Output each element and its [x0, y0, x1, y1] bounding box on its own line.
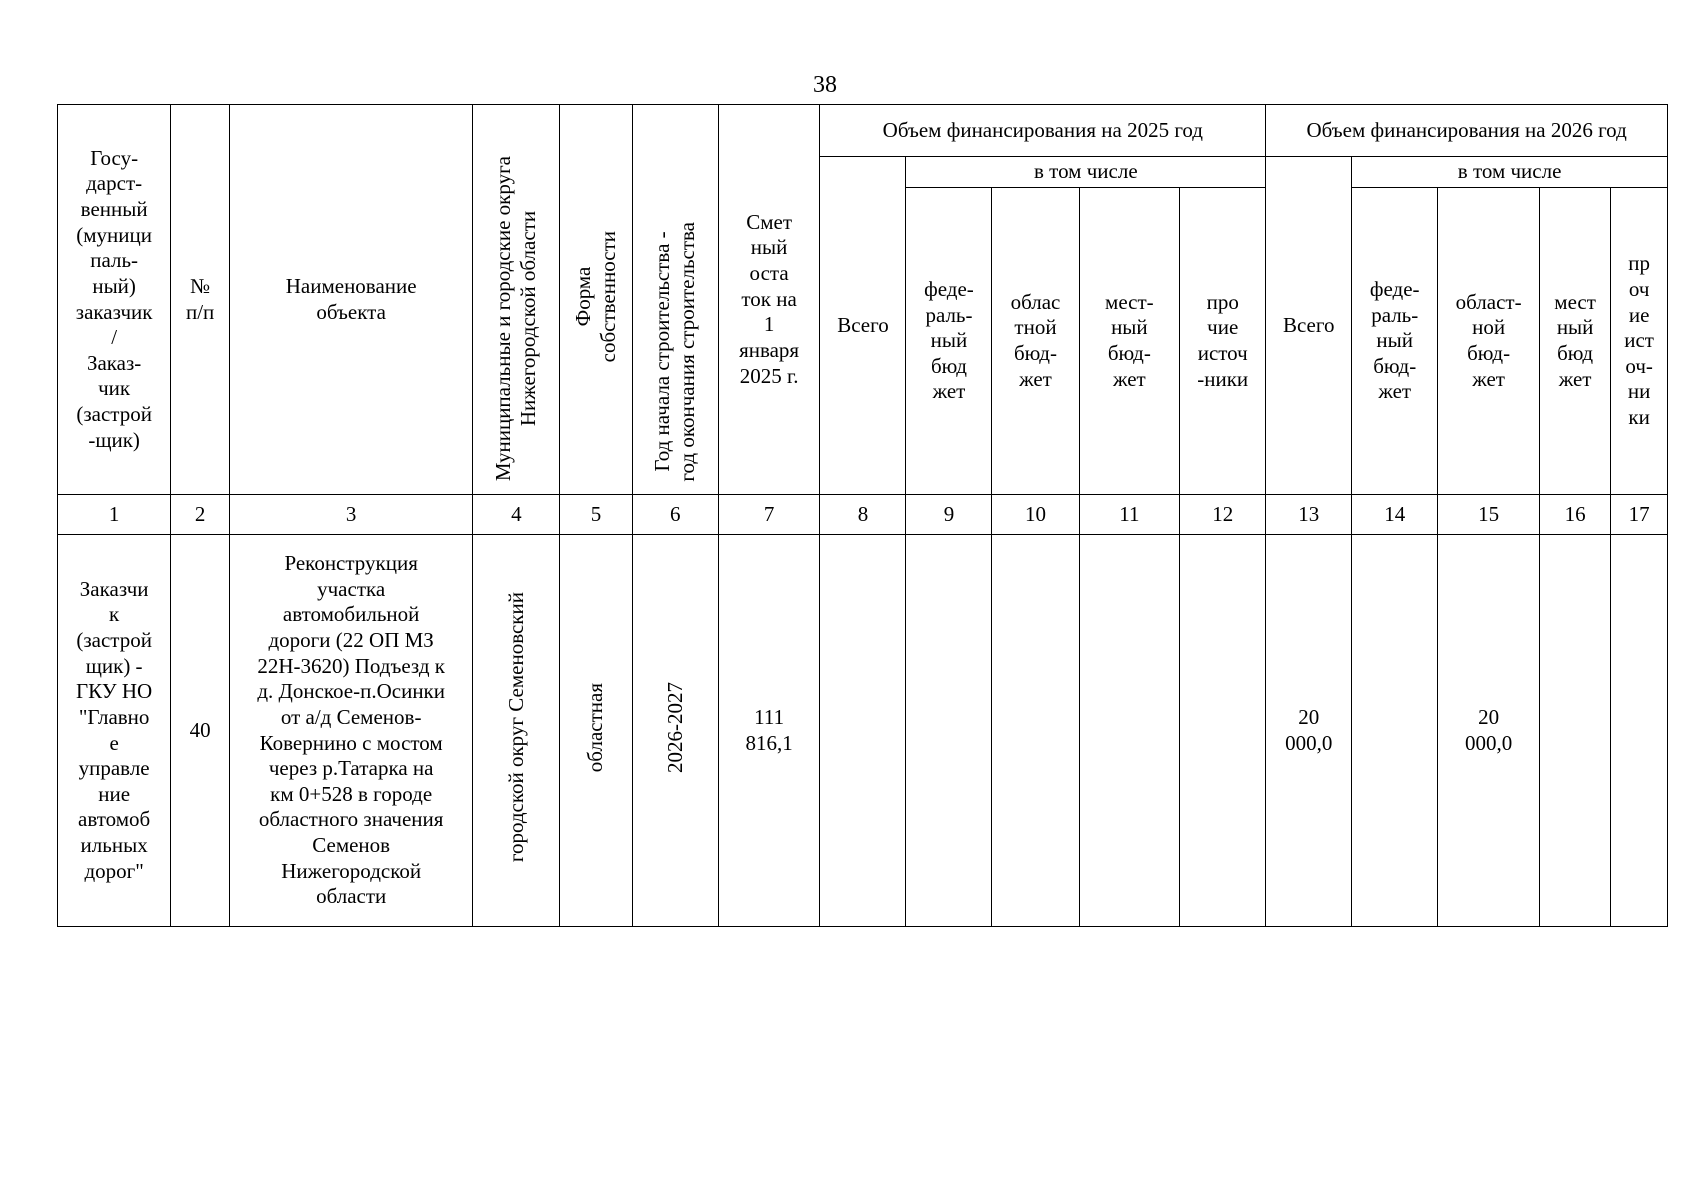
column-number: 6	[632, 495, 718, 535]
page-number: 38	[813, 72, 837, 98]
cell-ownership: областная	[560, 535, 632, 927]
header-financing-2025: Объем финансирования на 2025 год	[820, 105, 1266, 157]
header-local-2026: мест ный бюд жет	[1539, 188, 1610, 495]
cell-local-2026	[1539, 535, 1610, 927]
header-other-2026: пр оч ие ист оч- ни ки	[1611, 188, 1668, 495]
cell-customer: Заказчи к (застрой щик) - ГКУ НО "Главно е управле ние автомоб ильных дорог"	[58, 535, 171, 927]
header-regional-2026: област- ной бюд- жет	[1438, 188, 1540, 495]
column-number: 9	[906, 495, 992, 535]
column-number: 16	[1539, 495, 1610, 535]
cell-federal-2025	[906, 535, 992, 927]
cell-total-2026: 20 000,0	[1266, 535, 1352, 927]
header-including-2025: в том числе	[906, 157, 1266, 188]
header-local-2025: мест- ный бюд- жет	[1079, 188, 1180, 495]
header-row-top	[58, 105, 1668, 157]
column-number: 3	[230, 495, 473, 535]
cell-balance: 111 816,1	[718, 535, 820, 927]
column-number: 13	[1266, 495, 1352, 535]
column-number: 2	[171, 495, 230, 535]
column-number: 5	[560, 495, 632, 535]
cell-years: 2026-2027	[632, 535, 718, 927]
header-customer: Госу- дарст- венный (муници паль- ный) заказчик / Заказ- чик (застрой -щик)	[58, 105, 171, 495]
header-regional-2025: облас тной бюд- жет	[992, 188, 1079, 495]
cell-object-name: Реконструкция участка автомобильной дороги (22 ОП МЗ 22Н-3620) Подъезд к д. Донское-п.Осинки от а/д Семенов- Ковернино с мостом через р.Татарка на км 0+528 в городе областного значения Семенов Нижегородской области	[230, 535, 473, 927]
cell-municipality: городской округ Семеновский	[473, 535, 560, 927]
column-number: 1	[58, 495, 171, 535]
cell-number: 40	[171, 535, 230, 927]
column-number: 10	[992, 495, 1079, 535]
cell-other-2026	[1611, 535, 1668, 927]
header-years: Год начала строительства - год окончания строительства	[632, 105, 718, 495]
header-total-2025: Всего	[820, 157, 906, 495]
header-ownership: Форма собственности	[560, 105, 632, 495]
cell-regional-2026: 20 000,0	[1438, 535, 1540, 927]
header-federal-2025: феде- раль- ный бюд жет	[906, 188, 992, 495]
table-row	[58, 535, 1668, 927]
cell-federal-2026	[1352, 535, 1438, 927]
header-municipality: Муниципальные и городские округа Нижегородской области	[473, 105, 560, 495]
header-total-2026: Всего	[1266, 157, 1352, 495]
cell-other-2025	[1180, 535, 1266, 927]
column-number: 4	[473, 495, 560, 535]
column-number: 15	[1438, 495, 1540, 535]
header-object-name: Наименование объекта	[230, 105, 473, 495]
cell-regional-2025	[992, 535, 1079, 927]
header-balance: Смет ный оста ток на 1 января 2025 г.	[718, 105, 820, 495]
header-federal-2026: феде- раль- ный бюд- жет	[1352, 188, 1438, 495]
header-number: № п/п	[171, 105, 230, 495]
column-number: 14	[1352, 495, 1438, 535]
column-number: 12	[1180, 495, 1266, 535]
cell-total-2025	[820, 535, 906, 927]
column-number: 11	[1079, 495, 1180, 535]
header-including-2026: в том числе	[1352, 157, 1668, 188]
column-number-row	[58, 495, 1668, 535]
cell-local-2025	[1079, 535, 1180, 927]
financing-table	[57, 104, 1668, 927]
column-number: 8	[820, 495, 906, 535]
header-other-2025: про чие источ -ники	[1180, 188, 1266, 495]
column-number: 17	[1611, 495, 1668, 535]
column-number: 7	[718, 495, 820, 535]
header-financing-2026: Объем финансирования на 2026 год	[1266, 105, 1668, 157]
